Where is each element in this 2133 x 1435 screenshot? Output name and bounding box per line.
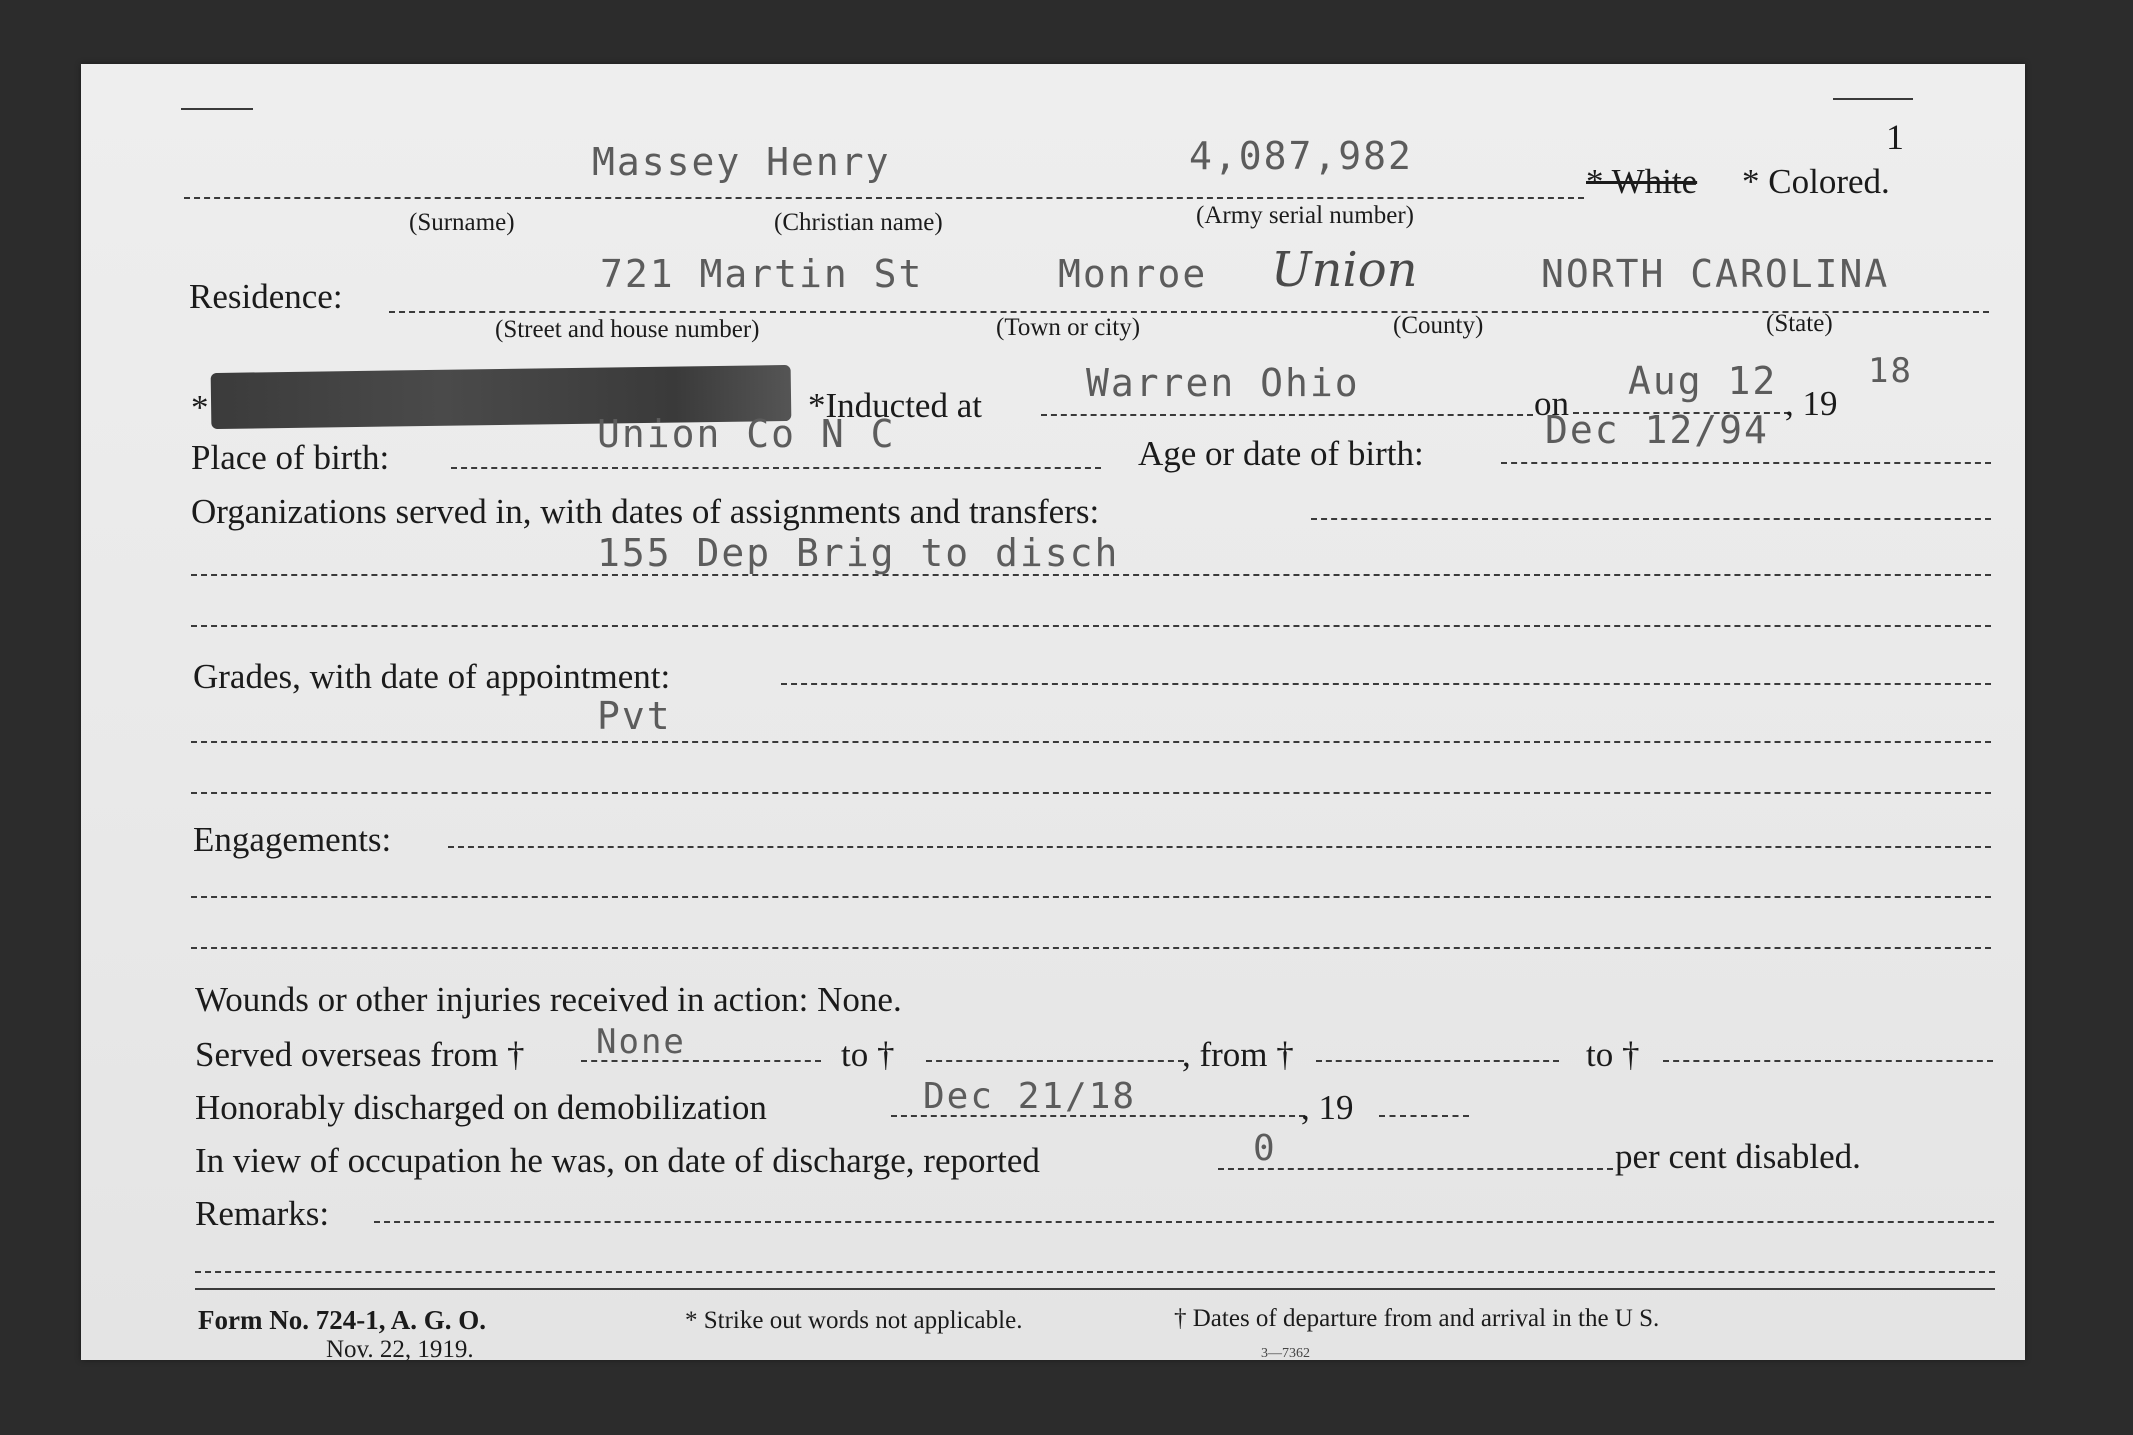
top-left-rule <box>181 108 253 110</box>
note-dates: † Dates of departure from and arrival in the U S. <box>1174 1305 1660 1332</box>
caption-serial-number: (Army serial number) <box>1196 202 1414 229</box>
race-option-colored: * Colored. <box>1742 162 1890 201</box>
name-value: Massey Henry <box>592 140 891 184</box>
grades-line-3 <box>191 792 1991 794</box>
grades-line-1 <box>781 683 1991 685</box>
caption-street: (Street and house number) <box>495 316 760 343</box>
note-strike-out: * Strike out words not applicable. <box>685 1307 1023 1334</box>
remarks-line-2 <box>195 1271 1995 1273</box>
on-label: on <box>1534 384 1569 423</box>
inducted-date-value: Aug 12 <box>1628 359 1778 403</box>
grades-value: Pvt <box>597 694 672 738</box>
caption-town: (Town or city) <box>996 314 1141 341</box>
overseas-to-line-2 <box>1663 1060 1993 1062</box>
discharge-year-label: , 19 <box>1301 1088 1354 1127</box>
enlisted-prefix: * <box>191 388 209 427</box>
organizations-value: 155 Dep Brig to disch <box>597 531 1120 575</box>
grades-line-2 <box>191 741 1991 743</box>
birth-place-value: Union Co N C <box>597 412 896 456</box>
overseas-to-line <box>926 1060 1184 1062</box>
name-line <box>184 197 1584 199</box>
page-number: 1 <box>1886 117 1904 157</box>
form-date: Nov. 22, 1919. <box>326 1336 474 1363</box>
remarks-label: Remarks: <box>195 1194 330 1233</box>
birth-place-line <box>451 467 1101 469</box>
grades-label: Grades, with date of appointment: <box>193 657 671 696</box>
remarks-rule <box>195 1288 1995 1290</box>
caption-state: (State) <box>1766 310 1833 337</box>
caption-christian-name: (Christian name) <box>774 209 943 236</box>
discharge-date-value: Dec 21/18 <box>923 1076 1137 1117</box>
organizations-line-3 <box>191 625 1991 627</box>
organizations-line-2 <box>191 574 1991 576</box>
birth-place-label: Place of birth: <box>191 438 390 477</box>
birth-date-label: Age or date of birth: <box>1138 434 1424 473</box>
engagements-line-2 <box>191 896 1991 898</box>
organizations-line-1 <box>1311 518 1991 520</box>
race-option-white: * White <box>1586 162 1698 201</box>
wounds-label: Wounds or other injuries received in action: None. <box>195 980 902 1019</box>
residence-state: NORTH CAROLINA <box>1541 252 1890 296</box>
birth-date-line <box>1501 462 1991 464</box>
caption-county: (County) <box>1393 312 1484 339</box>
inducted-label: *Inducted at <box>808 386 982 425</box>
disability-suffix: per cent disabled. <box>1615 1137 1861 1176</box>
residence-label: Residence: <box>189 277 343 316</box>
disability-line <box>1218 1168 1613 1170</box>
residence-town: Monroe <box>1058 252 1208 296</box>
service-record-card <box>81 64 2025 1363</box>
discharge-year-line <box>1379 1115 1469 1117</box>
print-code: 3—7362 <box>1261 1346 1310 1361</box>
form-number: Form No. 724-1, A. G. O. <box>198 1305 486 1335</box>
engagements-line-1 <box>448 846 1991 848</box>
serial-number-value: 4,087,982 <box>1189 134 1413 178</box>
overseas-to-label: to † <box>841 1035 895 1074</box>
engagements-line-3 <box>191 947 1991 949</box>
engagements-label: Engagements: <box>193 820 392 859</box>
inducted-at-value: Warren Ohio <box>1086 361 1360 405</box>
disability-label: In view of occupation he was, on date of discharge, reported <box>195 1141 1040 1180</box>
overseas-from-label-2: , from † <box>1182 1035 1294 1074</box>
overseas-from-value: None <box>596 1022 686 1062</box>
discharge-label: Honorably discharged on demobilization <box>195 1088 767 1127</box>
discharge-date-line <box>891 1115 1305 1117</box>
overseas-label: Served overseas from † <box>195 1035 525 1074</box>
year-prefix: , 19 <box>1785 384 1838 423</box>
year-suffix: 18 <box>1868 351 1913 391</box>
remarks-line-1 <box>374 1221 1994 1223</box>
disability-value: 0 <box>1253 1128 1277 1169</box>
residence-street: 721 Martin St <box>600 252 924 296</box>
organizations-label: Organizations served in, with dates of assignments and transfers: <box>191 492 1100 531</box>
caption-surname: (Surname) <box>409 209 515 236</box>
residence-line <box>389 311 1989 313</box>
overseas-from-line-2 <box>1316 1060 1559 1062</box>
top-right-rule <box>1833 98 1913 100</box>
inducted-at-line <box>1041 414 1533 416</box>
residence-county: Union <box>1271 242 1418 298</box>
birth-date-value: Dec 12/94 <box>1545 408 1769 452</box>
overseas-from-line <box>581 1060 821 1062</box>
overseas-to-label-2: to † <box>1586 1035 1640 1074</box>
